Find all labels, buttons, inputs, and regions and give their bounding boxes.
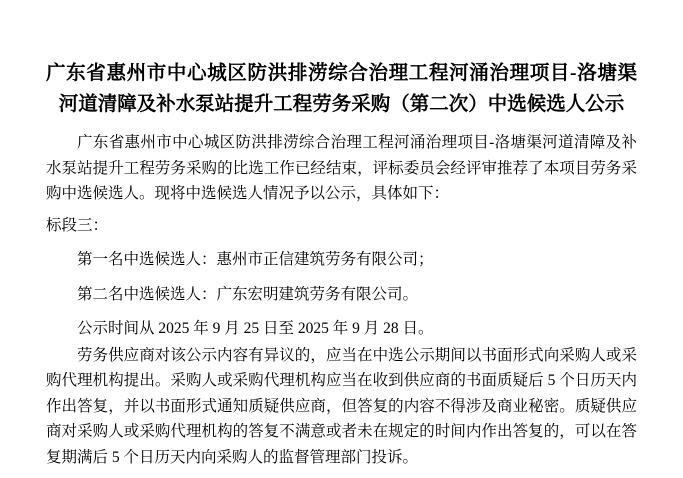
paragraph-intro: 广东省惠州市中心城区防洪排涝综合治理工程河涌治理项目-洛塘渠河道清障及补水泵站提升工程劳务采购的比选工作已经结束，评标委员会经评审推荐了本项目劳务采购中选候选人。现将中选候选人情况予以公示，具体如下： <box>46 134 637 202</box>
section-label-lot-three: 标段三： <box>46 216 109 234</box>
candidate-first-place: 第一名中选候选人：惠州市正信建筑劳务有限公司； <box>77 251 434 268</box>
objection-procedure: 劳务供应商对该公示内容有异议的，应当在中选公示期间以书面形式向采购人或采购代理机构提出。采购人或采购代理机构应当在收到供应商的书面质疑后 5 个日历天内作出答复，并以书面形式通知质疑供应商，但答复的内容不得涉及商业秘密。质疑供应商对采购人或采购代理机构的答复不满意或者未在规定的时间内作出答复的，可以在答复期满后 5 个日历天内向采购人的监督管理部门投诉。 <box>46 346 637 466</box>
page-title: 广东省惠州市中心城区防洪排涝综合治理工程河涌治理项目-洛塘渠河道清障及补水泵站提升工程劳务采购（第二次）中选候选人公示 <box>46 63 637 115</box>
candidate-second-place: 第二名中选候选人：广东宏明建筑劳务有限公司。 <box>77 285 419 303</box>
notice-period: 公示时间从 2025 年 9 月 25 日至 2025 年 9 月 28 日。 <box>77 320 434 337</box>
